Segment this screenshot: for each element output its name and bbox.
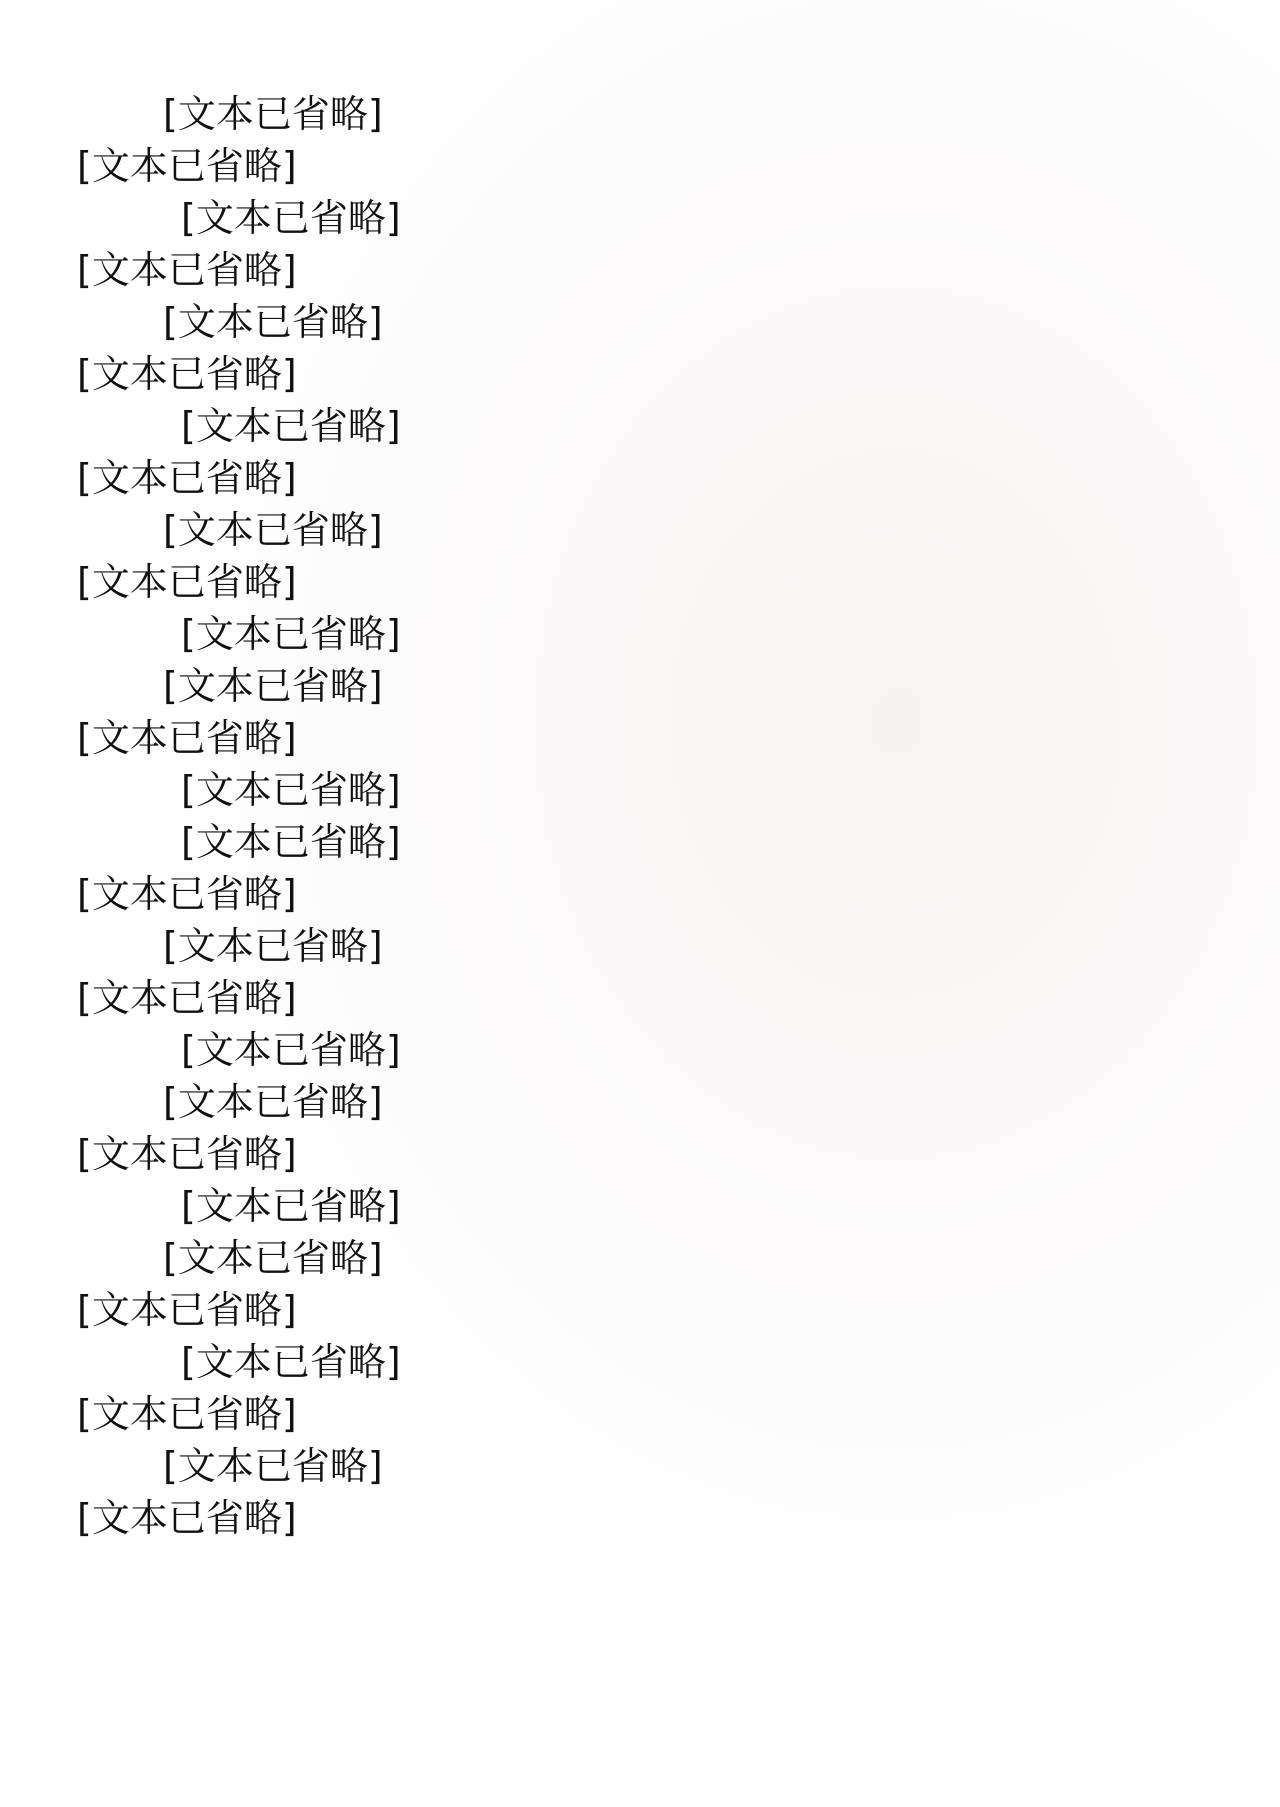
text-line: [文本已省略]	[77, 352, 297, 396]
text-line: [文本已省略]	[163, 1444, 383, 1488]
text-line: [文本已省略]	[181, 1340, 401, 1384]
text-line: [文本已省略]	[77, 872, 297, 916]
text-line: [文本已省略]	[77, 456, 297, 500]
text-line: [文本已省略]	[181, 820, 401, 864]
text-line: [文本已省略]	[77, 248, 297, 292]
text-line: [文本已省略]	[163, 664, 383, 708]
text-line: [文本已省略]	[77, 560, 297, 604]
text-line: [文本已省略]	[181, 612, 401, 656]
text-line: [文本已省略]	[77, 1392, 297, 1436]
text-line: [文本已省略]	[77, 1132, 297, 1176]
text-line: [文本已省略]	[77, 144, 297, 188]
text-line: [文本已省略]	[163, 300, 383, 344]
text-line: [文本已省略]	[181, 1184, 401, 1228]
document-body	[77, 88, 1207, 1544]
text-line: [文本已省略]	[163, 924, 383, 968]
text-line: [文本已省略]	[163, 1080, 383, 1124]
text-line: [文本已省略]	[77, 1496, 297, 1540]
text-line: [文本已省略]	[163, 508, 383, 552]
text-line: [文本已省略]	[77, 1288, 297, 1332]
text-line: [文本已省略]	[181, 404, 401, 448]
text-line: [文本已省略]	[163, 92, 383, 136]
text-line: [文本已省略]	[181, 196, 401, 240]
text-line: [文本已省略]	[181, 1028, 401, 1072]
text-line: [文本已省略]	[77, 716, 297, 760]
text-line: [文本已省略]	[163, 1236, 383, 1280]
text-line: [文本已省略]	[77, 976, 297, 1020]
text-line: [文本已省略]	[181, 768, 401, 812]
